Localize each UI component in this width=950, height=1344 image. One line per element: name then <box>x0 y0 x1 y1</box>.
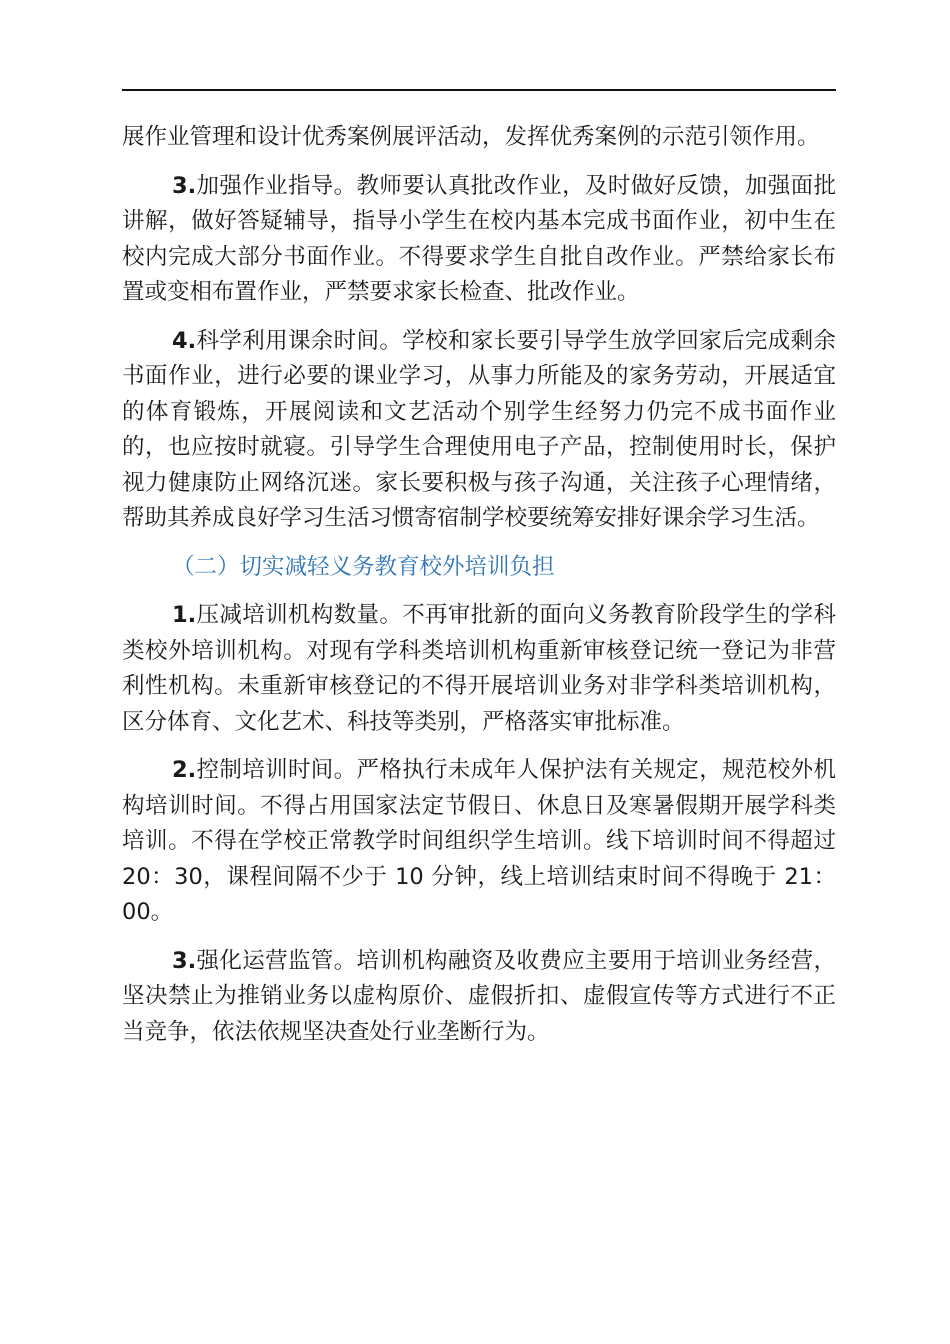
paragraph-item-1 <box>122 598 836 740</box>
paragraph-item-4 <box>122 324 836 537</box>
paragraph-continuation <box>122 120 836 156</box>
paragraph-text: 科学利用课余时间。学校和家长要引导学生放学回家后完成剩余书面作业，进行必要的课业学习，从事力所能及的家务劳动，开展适宜的体育锻炼，开展阅读和文艺活动个别学生经努力仍完不成书面作业的，也应按时就寝。引导学生合理使用电子产品，控制使用时长，保护视力健康防止网络沉迷。家长要积极与孩子沟通，关注孩子心理情绪，帮助其养成良好学习生活习惯寄宿制学校要统筹安排好课余学习生活。 <box>122 327 836 531</box>
paragraph-number: 4. <box>172 327 197 354</box>
paragraph-text: 强化运营监管。培训机构融资及收费应主要用于培训业务经营，坚决禁止为推销业务以虚构原价、虚假折扣、虚假宣传等方式进行不正当竞争，依法依规坚决查处行业垄断行为。 <box>122 947 836 1045</box>
paragraph-number: 3. <box>172 947 197 974</box>
document-body <box>122 120 836 1063</box>
paragraph-item-2 <box>122 753 836 931</box>
paragraph-text: 展作业管理和设计优秀案例展评活动，发挥优秀案例的示范引领作用。 <box>122 124 820 150</box>
section-heading: （二）切实减轻义务教育校外培训负担 <box>172 553 555 580</box>
paragraph-item-3b <box>122 944 836 1051</box>
paragraph-number: 2. <box>172 757 197 783</box>
paragraph-number: 1. <box>172 602 197 628</box>
paragraph-text: 加强作业指导。教师要认真批改作业，及时做好反馈，加强面批讲解，做好答疑辅导，指导小学生在校内基本完成书面作业，初中生在校内完成大部分书面作业。不得要求学生自批自改作业。严禁给家长布置或变相布置作业，严禁要求家长检查、批改作业。 <box>122 172 836 305</box>
paragraph-item-3 <box>122 169 836 311</box>
paragraph-number: 3. <box>172 172 197 199</box>
header-rule <box>122 89 836 91</box>
paragraph-text: 压减培训机构数量。不再审批新的面向义务教育阶段学生的学科类校外培训机构。对现有学科类培训机构重新审核登记统一登记为非营利性机构。未重新审核登记的不得开展培训业务对非学科类培训机构，区分体育、文化艺术、科技等类别，严格落实审批标准。 <box>122 602 836 735</box>
paragraph-text: 控制培训时间。严格执行未成年人保护法有关规定，规范校外机构培训时间。不得占用国家法定节假日、休息日及寒暑假期开展学科类培训。不得在学校正常教学时间组织学生培训。线下培训时间不得超过 20：30，课程间隔不少于 10 分钟，线上培训结束时间不得晚于 21：00。 <box>122 757 836 925</box>
